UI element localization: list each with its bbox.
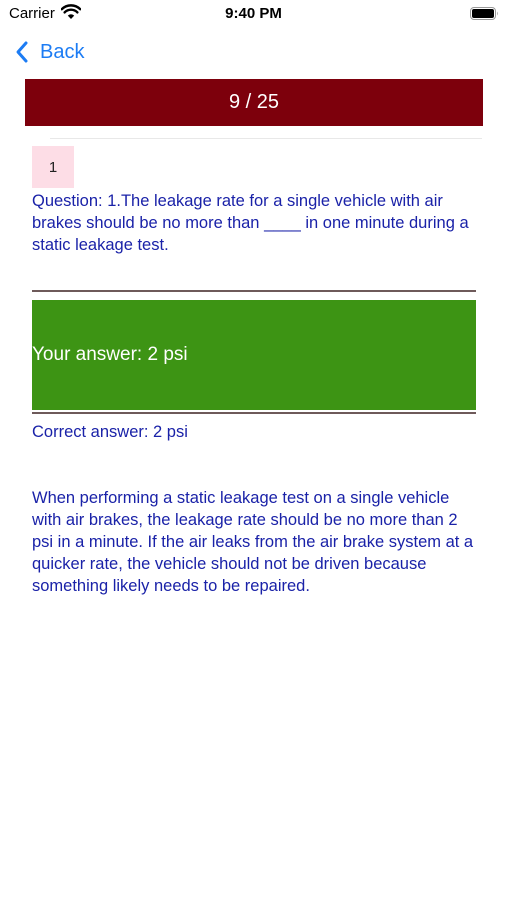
question-number-badge: [32, 146, 74, 188]
answer-divider-top: [32, 290, 476, 292]
your-answer-box: [32, 300, 476, 410]
explanation-text: When performing a static leakage test on a single vehicle with air brakes, the leakage rate should be no more than 2 psi in a minute. If the air leaks from the air brake system at a quicker rate, the vehicle should not be driven because something likely needs to be repaired.: [32, 489, 474, 595]
chevron-left-icon: [14, 40, 30, 64]
answer-divider-bottom: [32, 412, 476, 414]
back-label: Back: [40, 40, 85, 63]
question-text: Question: 1.The leakage rate for a single vehicle with air brakes should be no more than ____ in one minute during a static leakage test.: [32, 192, 469, 254]
progress-banner: [25, 79, 483, 126]
correct-answer-label: Correct answer: 2 psi: [32, 423, 188, 441]
battery-icon: [470, 7, 499, 20]
your-answer-label: Your answer: 2 psi: [32, 344, 188, 365]
status-bar: [0, 0, 507, 28]
status-time: 9:40 PM: [225, 5, 282, 22]
question-number: 1: [48, 158, 58, 176]
back-button[interactable]: [14, 38, 84, 66]
divider: [50, 138, 482, 139]
progress-label: 9 / 25: [228, 91, 280, 113]
carrier-label: Carrier: [9, 5, 55, 22]
